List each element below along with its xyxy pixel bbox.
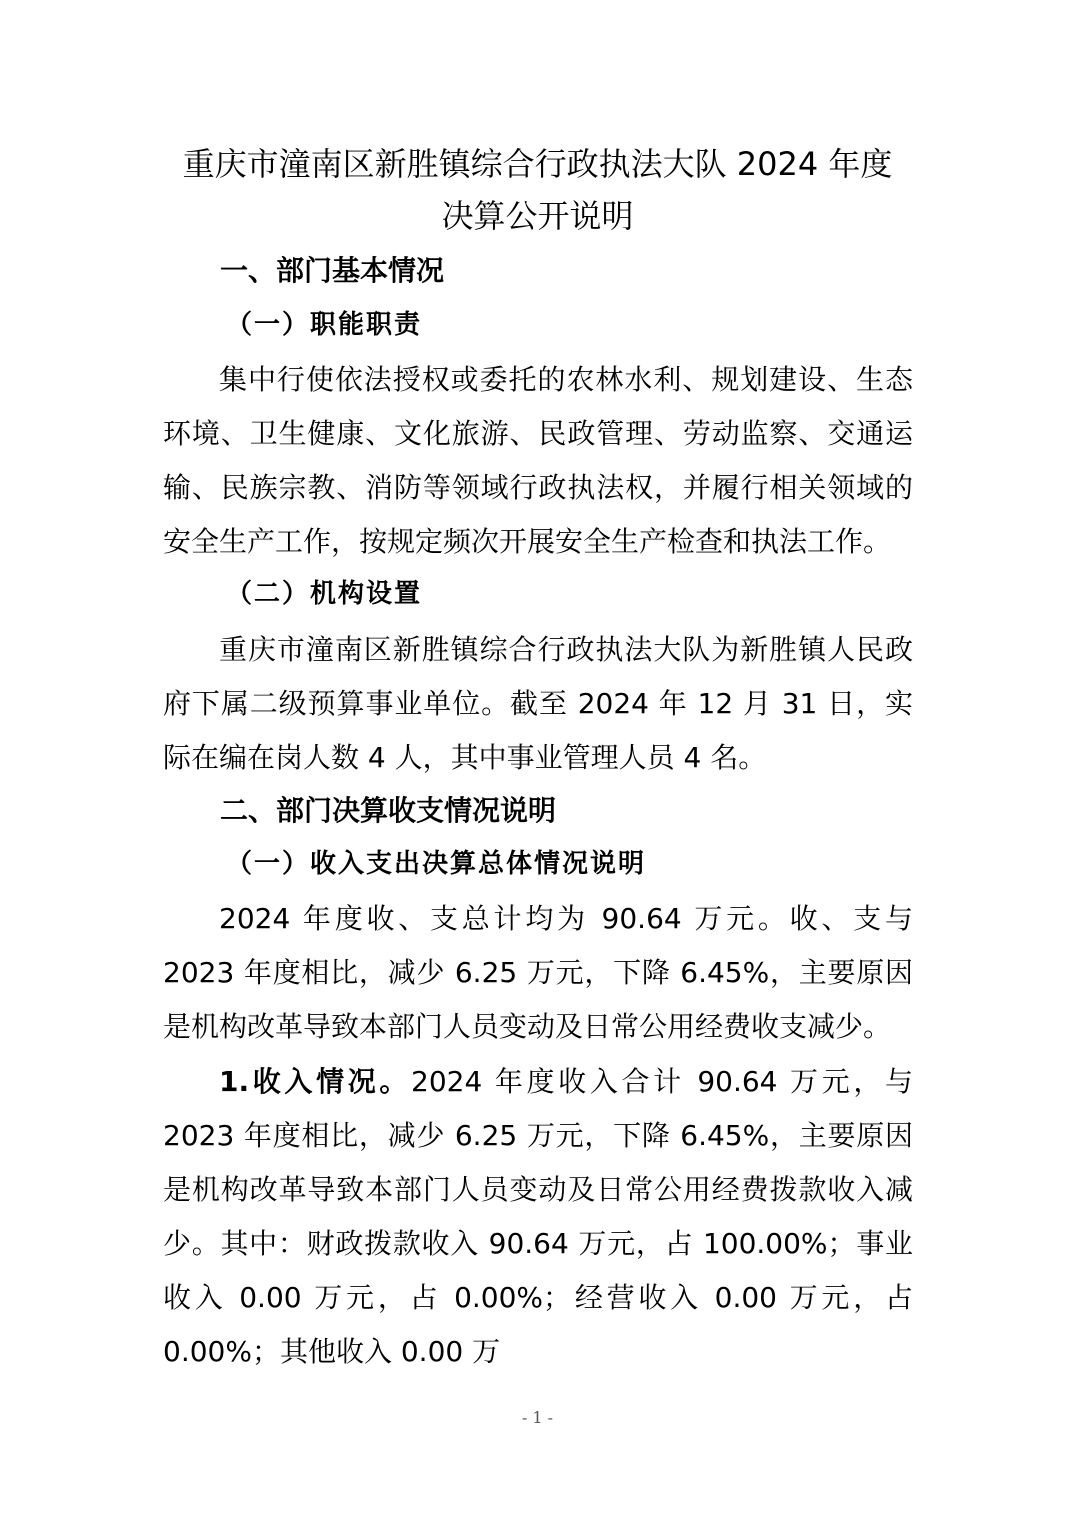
income-lead: 1.收入情况。	[219, 1065, 412, 1098]
section-1-sub-1-paragraph: 集中行使依法授权或委托的农林水利、规划建设、生态环境、卫生健康、文化旅游、民政管理、劳动监察、交通运输、民族宗教、消防等领域行政执法权，并履行相关领域的安全生产工作，按规定频次开展安全生产检查和执法工作。	[163, 363, 913, 558]
section-2-sub-1-paragraph: 2024 年度收、支总计均为 90.64 万元。收、支与 2023 年度相比，减少 6.25 万元，下降 6.45%，主要原因是机构改革导致本部门人员变动及日常公用经费收支减少。	[163, 902, 913, 1043]
page-number: - 1 -	[521, 1408, 554, 1427]
document-title-line-2: 决算公开说明	[441, 197, 634, 235]
section-2-heading: 二、部门决算收支情况说明	[220, 794, 557, 827]
section-2-sub-1-heading: （一）收入支出决算总体情况说明	[226, 849, 647, 879]
section-1-sub-1-heading: （一）职能职责	[226, 310, 423, 340]
section-1-sub-2-paragraph: 重庆市潼南区新胜镇综合行政执法大队为新胜镇人民政府下属二级预算事业单位。截至 2024 年 12 月 31 日，实际在编在岗人数 4 人，其中事业管理人员 4 名。	[163, 633, 913, 774]
document-title-line-1: 重庆市潼南区新胜镇综合行政执法大队 2024 年度	[182, 145, 893, 183]
section-1-heading: 一、部门基本情况	[220, 254, 445, 287]
income-text: 2024 年度收入合计 90.64 万元，与 2023 年度相比，减少 6.25 万元，下降 6.45%，主要原因是机构改革导致本部门人员变动及日常公用经费拨款收入减少。其中：财政拨款收入 90.64 万元，占 100.00%；事业收入 0.00 万元，占 0.00%；经营收入 0.00 万元，占 0.00%；其他收入 0.00 万	[163, 1065, 913, 1368]
income-paragraph	[163, 1055, 913, 1379]
section-1-sub-2-heading: （二）机构设置	[226, 579, 423, 609]
